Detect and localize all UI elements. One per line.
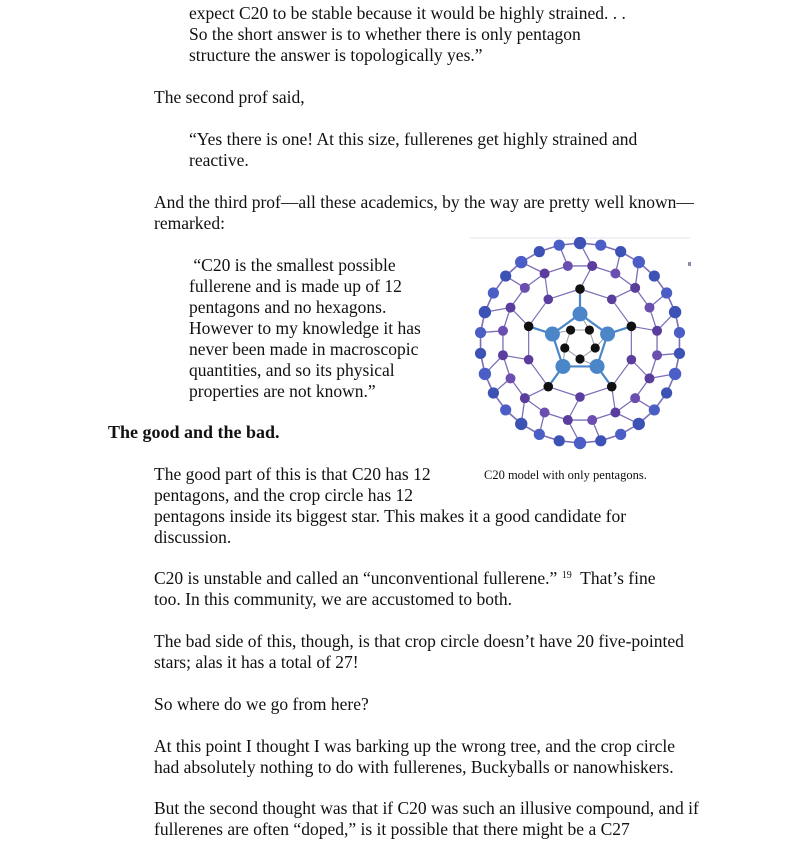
- atom-sphere: [554, 240, 565, 251]
- text-line: “Yes there is one! At this size, fullerenes get highly strained and: [189, 129, 638, 149]
- atom-sphere: [534, 429, 545, 440]
- atom-sphere: [669, 306, 681, 318]
- atom-sphere: [661, 387, 672, 398]
- atom-sphere: [543, 382, 553, 392]
- atom-sphere: [488, 387, 499, 398]
- atom-sphere: [475, 348, 486, 359]
- bonds: [481, 243, 680, 443]
- atom-sphere: [669, 368, 681, 380]
- text-line: stars; alas it has a total of 27!: [154, 652, 359, 672]
- atom-sphere: [607, 295, 617, 305]
- text-line: “C20 is the smallest possible: [189, 255, 396, 275]
- c20-model-image: [470, 237, 692, 453]
- text-line: [154, 568, 655, 589]
- text-line: quantities, and so its physical: [189, 360, 395, 380]
- quote-third-prof: [189, 255, 421, 402]
- atom-sphere: [661, 287, 672, 298]
- para-unstable: [154, 568, 655, 610]
- atom-sphere: [563, 261, 573, 271]
- atom-sphere: [520, 393, 530, 403]
- atom-sphere: [587, 261, 597, 271]
- atom-sphere: [652, 326, 662, 336]
- atom-sphere: [566, 325, 575, 334]
- figure-caption: C20 model with only pentagons.: [484, 468, 647, 482]
- section-heading: The good and the bad.: [108, 422, 280, 442]
- atom-sphere: [575, 284, 585, 294]
- text-line: pentagons inside its biggest star. This makes it a good candidate for: [154, 506, 627, 526]
- atom-sphere: [554, 435, 565, 446]
- quote-second-prof: [189, 129, 637, 171]
- atom-sphere: [475, 327, 486, 338]
- atom-sphere: [627, 355, 637, 365]
- text-line: The bad side of this, though, is that crop circle doesn’t have 20 five-pointed: [154, 631, 684, 651]
- bond-line: [580, 289, 612, 299]
- text-line: So the short answer is to whether there is only pentagon: [189, 24, 581, 44]
- atom-sphere: [506, 373, 516, 383]
- bond-line: [548, 289, 580, 299]
- atom-sphere: [595, 240, 606, 251]
- bond-line: [612, 299, 632, 326]
- atom-sphere: [615, 429, 626, 440]
- atom-sphere: [515, 256, 527, 268]
- atom-sphere: [591, 343, 600, 352]
- text-line: pentagons and no hexagons.: [189, 297, 387, 317]
- atom-sphere: [575, 354, 584, 363]
- bond-line: [580, 387, 612, 397]
- atom-sphere: [587, 415, 597, 425]
- atom-sphere: [644, 373, 654, 383]
- text-line: However to my knowledge it has: [189, 318, 421, 338]
- atom-sphere: [607, 382, 617, 392]
- text-line: remarked:: [154, 213, 225, 233]
- atom-sphere: [574, 437, 586, 449]
- text-line: The good part of this is that C20 has 12: [154, 464, 431, 484]
- bond-line: [529, 299, 549, 326]
- text-line: too. In this community, we are accustomed to both.: [154, 589, 513, 609]
- text-line: At this point I thought I was barking up the wrong tree, and the crop circle: [154, 736, 675, 756]
- atom-sphere: [630, 283, 640, 293]
- atom-sphere: [674, 327, 685, 338]
- footnote-ref[interactable]: 19: [561, 570, 572, 581]
- atom-sphere: [563, 415, 573, 425]
- atom-sphere: [515, 418, 527, 430]
- text-line: had absolutely nothing to do with fullerenes, Buckyballs or nanowhiskers.: [154, 757, 674, 777]
- atom-sphere: [627, 322, 637, 332]
- c20-model-figure: [470, 237, 692, 453]
- atom-sphere: [506, 303, 516, 313]
- text-line: pentagons, and the crop circle has 12: [154, 485, 414, 505]
- text-line: reactive.: [189, 150, 249, 170]
- atom-sphere: [573, 307, 588, 322]
- atom-sphere: [500, 404, 511, 415]
- atom-sphere: [524, 355, 534, 365]
- text-span: C20 is unstable and called an “unconventional fullerene.”: [154, 568, 562, 588]
- second-prof-line: The second prof said,: [154, 87, 305, 107]
- para-where: So where do we go from here?: [154, 694, 369, 714]
- atom-sphere: [610, 407, 620, 417]
- atom-sphere: [488, 287, 499, 298]
- atom-sphere: [555, 359, 570, 374]
- atom-sphere: [610, 269, 620, 279]
- atom-sphere: [498, 350, 508, 360]
- text-span: That’s fine: [571, 568, 656, 588]
- atom-sphere: [595, 435, 606, 446]
- text-line: fullerenes are often “doped,” is it possible that there might be a C27: [154, 819, 630, 839]
- atoms: [475, 237, 685, 449]
- text-line: And the third prof—all these academics, by the way are pretty well known—: [154, 192, 694, 212]
- text-line: fullerene and is made up of 12: [189, 276, 402, 296]
- atom-sphere: [479, 306, 491, 318]
- atom-sphere: [644, 303, 654, 313]
- bond-line: [548, 387, 580, 397]
- para-wrong-tree: [154, 736, 675, 778]
- atom-sphere: [545, 327, 560, 342]
- stray-mark: [688, 262, 691, 266]
- bond-line: [612, 360, 632, 387]
- atom-sphere: [540, 407, 550, 417]
- atom-sphere: [652, 350, 662, 360]
- atom-sphere: [479, 368, 491, 380]
- atom-sphere: [520, 283, 530, 293]
- atom-sphere: [574, 237, 586, 249]
- atom-sphere: [540, 269, 550, 279]
- atom-sphere: [633, 256, 645, 268]
- bond-line: [529, 360, 549, 387]
- atom-sphere: [575, 392, 585, 402]
- text-line: discussion.: [154, 527, 232, 547]
- atom-sphere: [630, 393, 640, 403]
- atom-sphere: [674, 348, 685, 359]
- atom-sphere: [534, 246, 545, 257]
- para-bad: [154, 631, 684, 673]
- atom-sphere: [585, 325, 594, 334]
- atom-sphere: [560, 343, 569, 352]
- text-line: But the second thought was that if C20 was such an illusive compound, and if: [154, 798, 699, 818]
- third-prof-paragraph: [154, 192, 694, 234]
- atom-sphere: [649, 270, 660, 281]
- atom-sphere: [600, 327, 615, 342]
- atom-sphere: [498, 326, 508, 336]
- text-line: properties are not known.”: [189, 381, 376, 401]
- para-second-thought: [154, 798, 699, 840]
- atom-sphere: [543, 295, 553, 305]
- text-line: structure the answer is topologically yes.”: [189, 45, 483, 65]
- atom-sphere: [500, 270, 511, 281]
- atom-sphere: [590, 359, 605, 374]
- text-line: expect C20 to be stable because it would be highly strained. . .: [189, 3, 626, 23]
- atom-sphere: [649, 404, 660, 415]
- text-line: never been made in macroscopic: [189, 339, 419, 359]
- quote-continuation: [189, 3, 626, 66]
- para-good: [154, 464, 626, 548]
- atom-sphere: [633, 418, 645, 430]
- atom-sphere: [615, 246, 626, 257]
- atom-sphere: [524, 322, 534, 332]
